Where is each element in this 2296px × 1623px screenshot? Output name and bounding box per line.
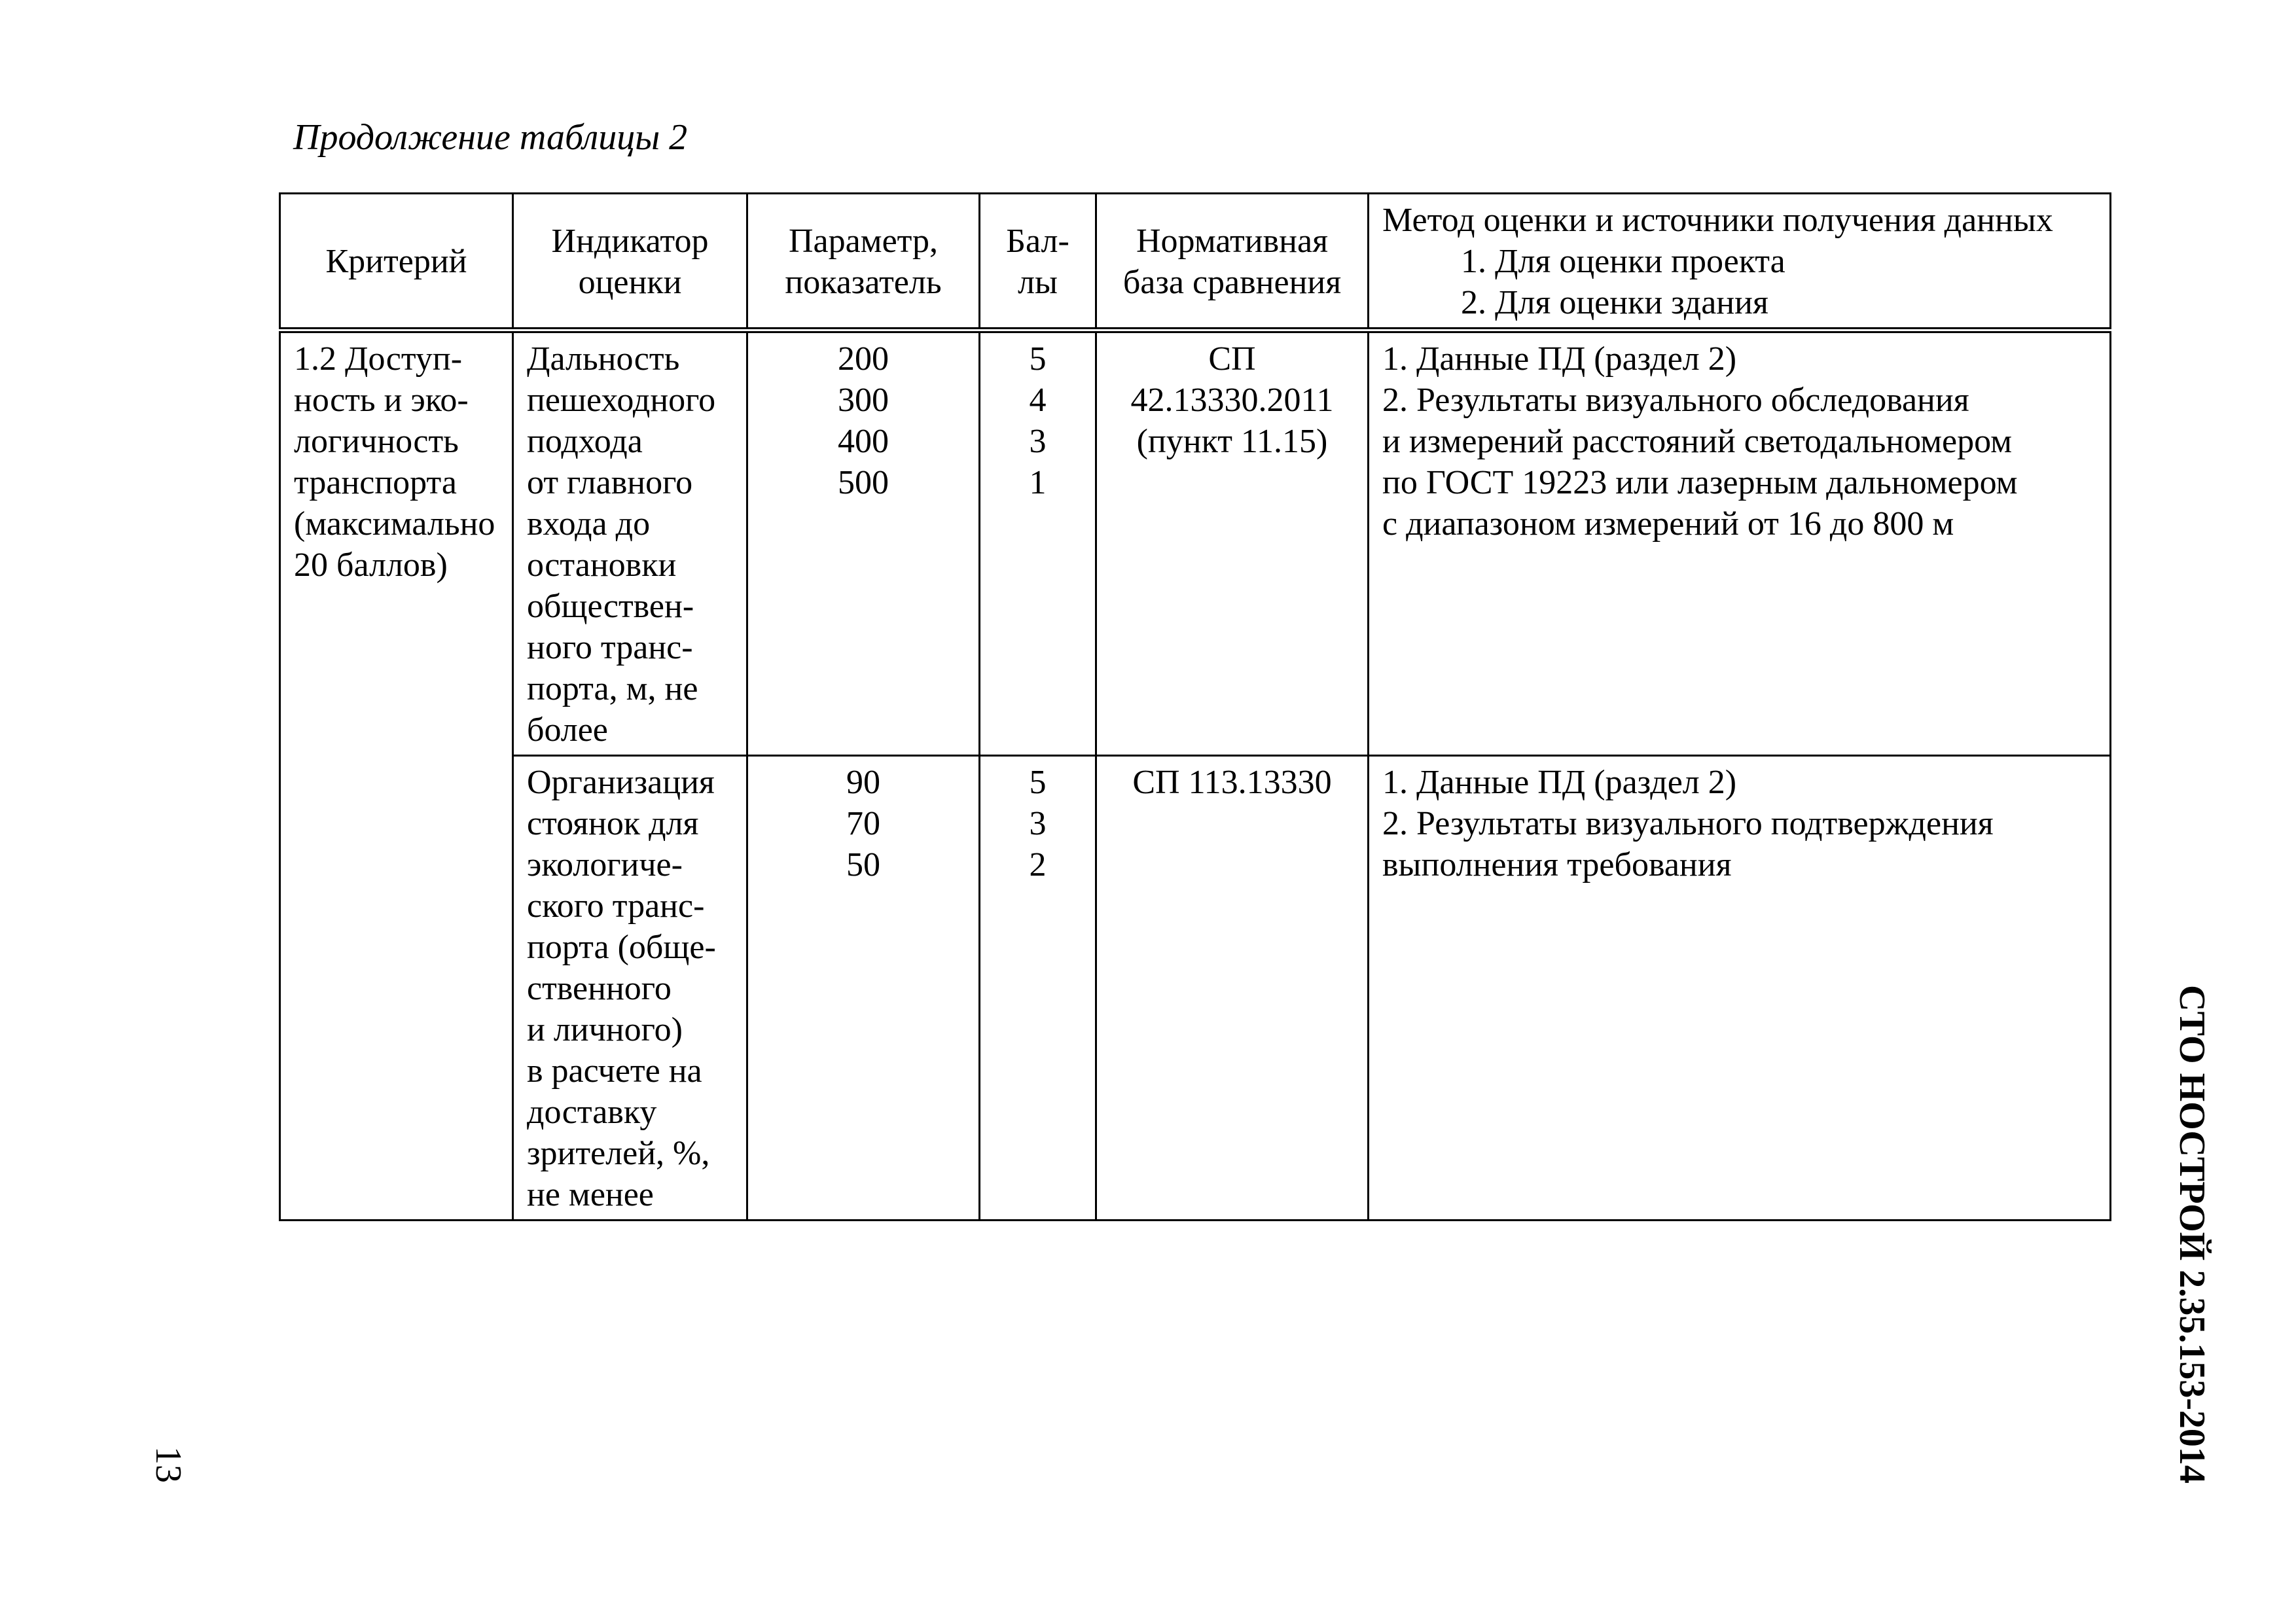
text-line: 90	[846, 764, 880, 801]
text-line: доставку	[527, 1094, 657, 1131]
text-line: и измерений расстояний светодальномером	[1382, 423, 2013, 460]
text-line: порта (обще-	[527, 929, 716, 966]
text-line: от главного	[527, 464, 693, 501]
text-line: 70	[846, 805, 880, 842]
text-line: 2. Результаты визуального подтверждения	[1382, 805, 1994, 842]
text-line: в расчете на	[527, 1052, 702, 1090]
text-line: ственного	[527, 970, 672, 1007]
method-cell	[1369, 330, 2111, 756]
text-line: 5	[1029, 764, 1047, 801]
header-method-title: Метод оценки и источники получения данных	[1382, 202, 2053, 239]
header-indicator	[513, 194, 747, 330]
text-line: выполнения требования	[1382, 846, 1732, 883]
text-line: Параметр,	[788, 222, 939, 260]
text-line: 3	[1029, 805, 1047, 842]
text-line: ность и эко-	[294, 382, 469, 419]
header-normative-base	[1096, 194, 1369, 330]
text-line: 2. Результаты визуального обследования	[1382, 382, 1969, 419]
text-line: 5	[1029, 340, 1047, 378]
text-line: 300	[838, 382, 889, 419]
text-line: стоянок для	[527, 805, 699, 842]
text-line: 20 баллов)	[294, 546, 448, 584]
text-line: зрителей, %,	[527, 1135, 710, 1172]
text-line: 1. Данные ПД (раздел 2)	[1382, 340, 1737, 378]
parameter-cell	[747, 330, 980, 756]
header-parameter	[747, 194, 980, 330]
text-line: остановки	[527, 546, 677, 584]
text-line: Индикатор	[551, 222, 709, 260]
assessment-table	[279, 192, 2111, 1221]
text-line: лы	[1018, 263, 1058, 301]
text-line: 2	[1029, 846, 1047, 883]
text-line: показатель	[785, 263, 942, 301]
text-line: СП 113.13330	[1132, 764, 1332, 801]
text-line: оценки	[578, 263, 682, 301]
parameter-cell	[747, 756, 980, 1221]
text-line: обществен-	[527, 588, 694, 625]
table-row	[280, 756, 2111, 1221]
text-line: более	[527, 711, 608, 749]
page-number-container	[148, 1446, 191, 1492]
text-line: 1	[1029, 464, 1047, 501]
header-method-project: 1. Для оценки проекта	[1461, 243, 1785, 280]
table-continuation-caption: Продолжение таблицы 2	[293, 117, 688, 158]
text-line: не менее	[527, 1176, 654, 1213]
text-line: (пункт 11.15)	[1136, 423, 1328, 460]
normative-cell	[1096, 756, 1369, 1221]
text-line: по ГОСТ 19223 или лазерным дальномером	[1382, 464, 2018, 501]
header-method	[1369, 194, 2111, 330]
text-line: 42.13330.2011	[1130, 382, 1334, 419]
text-line: Бал-	[1006, 222, 1069, 260]
text-line: 1. Данные ПД (раздел 2)	[1382, 764, 1737, 801]
text-line: Критерий	[325, 243, 467, 280]
text-line: логичность	[294, 423, 459, 460]
text-line: 200	[838, 340, 889, 378]
text-line: ского транс-	[527, 887, 705, 925]
header-criterion	[280, 194, 513, 330]
text-line: (максимально	[294, 505, 495, 543]
method-cell	[1369, 756, 2111, 1221]
indicator-cell	[513, 756, 747, 1221]
text-line: входа до	[527, 505, 651, 543]
text-line: с диапазоном измерений от 16 до 800 м	[1382, 505, 1954, 543]
text-line: 50	[846, 846, 880, 883]
text-line: порта, м, не	[527, 670, 698, 707]
text-line: СП	[1208, 340, 1256, 378]
document-id-container	[2168, 985, 2214, 1482]
text-line: база сравнения	[1122, 263, 1342, 301]
normative-cell	[1096, 330, 1369, 756]
header-method-building: 2. Для оценки здания	[1461, 284, 1768, 321]
text-line: экологиче-	[527, 846, 683, 883]
text-line: Дальность	[527, 340, 680, 378]
text-line: 3	[1029, 423, 1047, 460]
points-cell	[980, 756, 1096, 1221]
text-line: 1.2 Доступ-	[294, 340, 463, 378]
text-line: ного транс-	[527, 629, 693, 666]
points-cell	[980, 330, 1096, 756]
text-line: Организация	[527, 764, 715, 801]
header-row	[280, 194, 2111, 330]
text-line: транспорта	[294, 464, 457, 501]
header-points	[980, 194, 1096, 330]
text-line: 4	[1029, 382, 1047, 419]
document-id: СТО НОСТРОЙ 2.35.153-2014	[2172, 985, 2212, 1484]
text-line: и личного)	[527, 1011, 683, 1048]
page-number: 13	[148, 1446, 188, 1483]
table-row	[280, 330, 2111, 756]
criterion-cell	[280, 330, 513, 1221]
text-line: 400	[838, 423, 889, 460]
text-line: Нормативная	[1136, 222, 1328, 260]
indicator-cell	[513, 330, 747, 756]
text-line: 500	[838, 464, 889, 501]
text-line: подхода	[527, 423, 643, 460]
text-line: пешеходного	[527, 382, 716, 419]
